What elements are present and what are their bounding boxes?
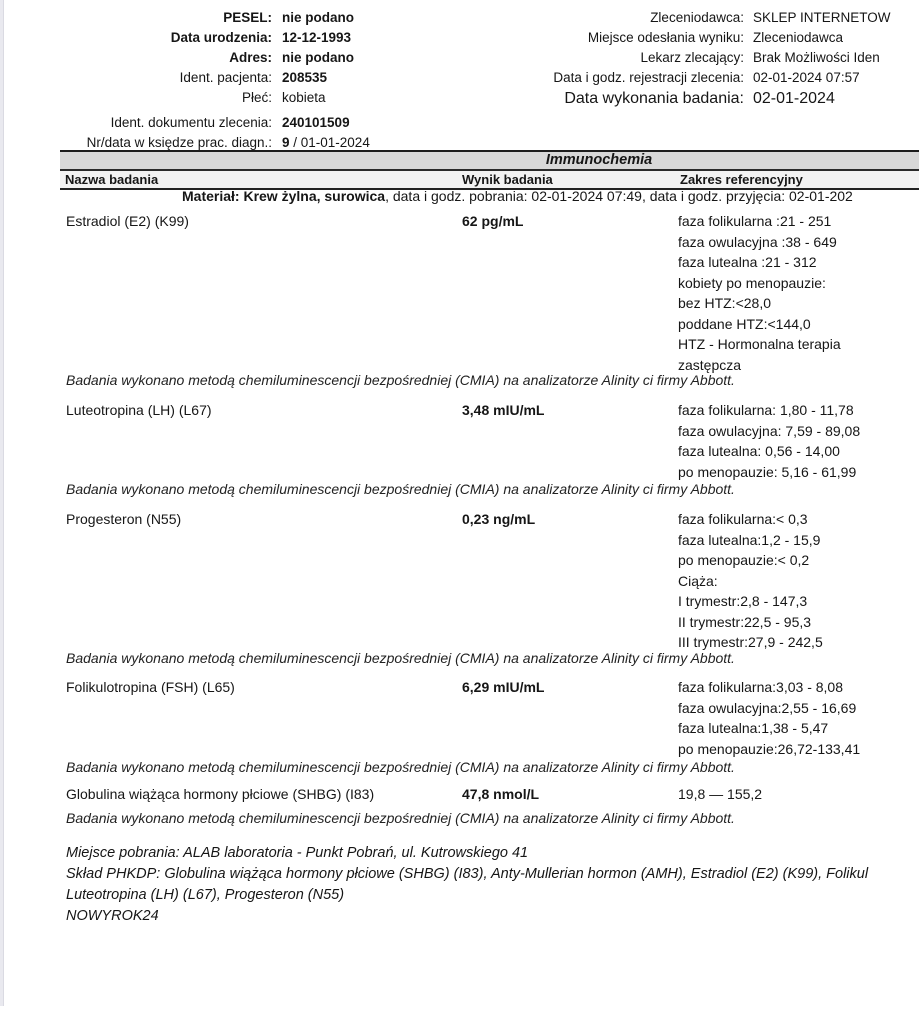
test-reference (678, 677, 860, 759)
field-value: 12-12-1993 (282, 30, 352, 45)
field-label: Ident. pacjenta: (179, 70, 272, 85)
footer-line: Luteotropina (LH) (L67), Progesteron (N55) (66, 887, 345, 903)
reference-line: faza owulacyjna: 7,59 - 89,08 (678, 422, 861, 439)
field-value: SKLEP INTERNETOW (753, 10, 891, 25)
field-label: Data i godz. rejestracji zlecenia: (553, 70, 744, 85)
reference-line: HTZ - Hormonalna terapia (678, 336, 841, 352)
reference-line: faza owulacyjna:2,55 - 16,69 (678, 699, 857, 716)
footer-line: NOWYROK24 (66, 908, 159, 924)
field-value: 02-01-2024 07:57 (753, 70, 860, 85)
reference-line: po menopauzie:< 0,2 (678, 552, 810, 568)
section-band (60, 150, 919, 171)
results-table-header (60, 150, 919, 190)
patient-field-row (0, 113, 380, 133)
patient-field-row (0, 48, 380, 68)
patient-field-row (0, 88, 380, 108)
field-value: nie podano (282, 10, 354, 25)
method-note: Badania wykonano metodą chemiluminescencji bezpośredniej (CMIA) na analizatorze Alinity ci firmy Abbott. (66, 372, 735, 388)
material-label: Materiał: Krew żylna, surowica (182, 188, 386, 204)
field-label: Lekarz zlecający: (640, 50, 744, 65)
test-result: 0,23 ng/mL (462, 511, 536, 527)
field-value: 208535 (282, 70, 328, 85)
test-name: Estradiol (E2) (K99) (66, 213, 189, 229)
field-value: nie podano (282, 50, 354, 65)
method-note: Badania wykonano metodą chemiluminescencji bezpośredniej (CMIA) na analizatorze Alinity ci firmy Abbott. (66, 650, 735, 666)
test-result: 6,29 mIU/mL (462, 679, 545, 695)
field-value: Zleceniodawca (753, 30, 844, 45)
order-field-row (380, 48, 919, 68)
field-label: Płeć: (241, 90, 272, 105)
field-label: PESEL: (223, 10, 272, 25)
method-note: Badania wykonano metodą chemiluminescencji bezpośredniej (CMIA) na analizatorze Alinity ci firmy Abbott. (66, 810, 735, 826)
report-footer (66, 843, 919, 927)
test-reference (678, 509, 823, 653)
section-title: Immunochemia (545, 152, 653, 168)
test-name: Luteotropina (LH) (L67) (66, 402, 212, 418)
field-value: kobieta (282, 90, 326, 105)
reference-line: po menopauzie:26,72-133,41 (678, 740, 861, 757)
test-reference (678, 400, 860, 482)
column-header-result: Wynik badania (462, 172, 553, 187)
test-name: Folikulotropina (FSH) (L65) (66, 679, 235, 695)
reference-line: faza owulacyjna :38 - 649 (678, 233, 837, 250)
reference-line: faza folikularna: 1,80 - 11,78 (678, 402, 854, 418)
method-note: Badania wykonano metodą chemiluminescencji bezpośredniej (CMIA) na analizatorze Alinity ci firmy Abbott. (66, 481, 735, 497)
field-value: 02-01-2024 (753, 90, 835, 107)
field-label: Data urodzenia: (170, 30, 272, 45)
field-value: 240101509 (282, 115, 350, 130)
field-value: Brak Możliwości Iden (753, 50, 880, 65)
order-field-row (380, 28, 919, 48)
reference-line: Ciąża: (678, 572, 718, 589)
reference-line: II trymestr:22,5 - 95,3 (678, 613, 812, 630)
reference-line: 19,8 — 155,2 (678, 786, 763, 802)
column-header-reference: Zakres referencyjny (680, 172, 803, 187)
field-label: Ident. dokumentu zlecenia: (110, 115, 272, 130)
order-field-row (380, 68, 919, 88)
exam-date-row (380, 88, 919, 110)
column-header-name: Nazwa badania (65, 172, 159, 187)
patient-field-row (0, 28, 380, 48)
field-label: Data wykonania badania: (564, 90, 744, 107)
patient-info-block (0, 8, 380, 153)
book-date: / 01-01-2024 (289, 135, 370, 150)
reference-line: faza folikularna :21 - 251 (678, 213, 832, 229)
material-line (182, 188, 853, 204)
reference-line: faza folikularna:3,03 - 8,08 (678, 679, 843, 695)
reference-line: poddane HTZ:<144,0 (678, 315, 811, 332)
field-label: Zleceniodawca: (650, 10, 744, 25)
reference-line: III trymestr:27,9 - 242,5 (678, 634, 823, 650)
footer-line: Skład PHKDP: Globulina wiążąca hormony płciowe (SHBG) (I83), Anty-Mullerian hormon (AMH), Estradiol (E2) (K99), Folikul (66, 866, 869, 882)
test-name: Progesteron (N55) (66, 511, 182, 527)
order-field-row (380, 8, 919, 28)
patient-field-row (0, 8, 380, 28)
reference-line: faza lutealna:1,2 - 15,9 (678, 531, 821, 548)
test-result: 47,8 nmol/L (462, 786, 540, 802)
book-number: 9 (282, 135, 290, 150)
reference-line: po menopauzie: 5,16 - 61,99 (678, 463, 857, 480)
reference-line: faza lutealna :21 - 312 (678, 254, 817, 270)
reference-line: zastępcza (678, 356, 742, 373)
reference-line: bez HTZ:<28,0 (678, 295, 771, 311)
reference-line: I trymestr:2,8 - 147,3 (678, 593, 808, 609)
test-name: Globulina wiążąca hormony płciowe (SHBG) (I83) (66, 786, 375, 802)
patient-field-row (0, 68, 380, 88)
test-result: 62 pg/mL (462, 213, 524, 229)
field-label: Adres: (229, 50, 272, 65)
reference-line: kobiety po menopauzie: (678, 274, 826, 291)
method-note: Badania wykonano metodą chemiluminescencji bezpośredniej (CMIA) na analizatorze Alinity ci firmy Abbott. (66, 759, 735, 775)
material-details: , data i godz. pobrania: 02-01-2024 07:49, data i godz. przyjęcia: 02-01-202 (385, 188, 853, 204)
test-result: 3,48 mIU/mL (462, 402, 545, 418)
reference-line: faza lutealna:1,38 - 5,47 (678, 720, 829, 736)
test-reference (678, 211, 841, 375)
reference-line: faza folikularna:< 0,3 (678, 511, 808, 527)
footer-line: Miejsce pobrania: ALAB laboratoria - Punkt Pobrań, ul. Kutrowskiego 41 (66, 845, 529, 861)
test-reference (678, 784, 762, 805)
order-info-block (380, 8, 919, 110)
field-label: Miejsce odesłania wyniku: (587, 30, 744, 45)
field-label: Nr/data w księdze prac. diagn.: (86, 135, 272, 150)
reference-line: faza lutealna: 0,56 - 14,00 (678, 443, 840, 459)
